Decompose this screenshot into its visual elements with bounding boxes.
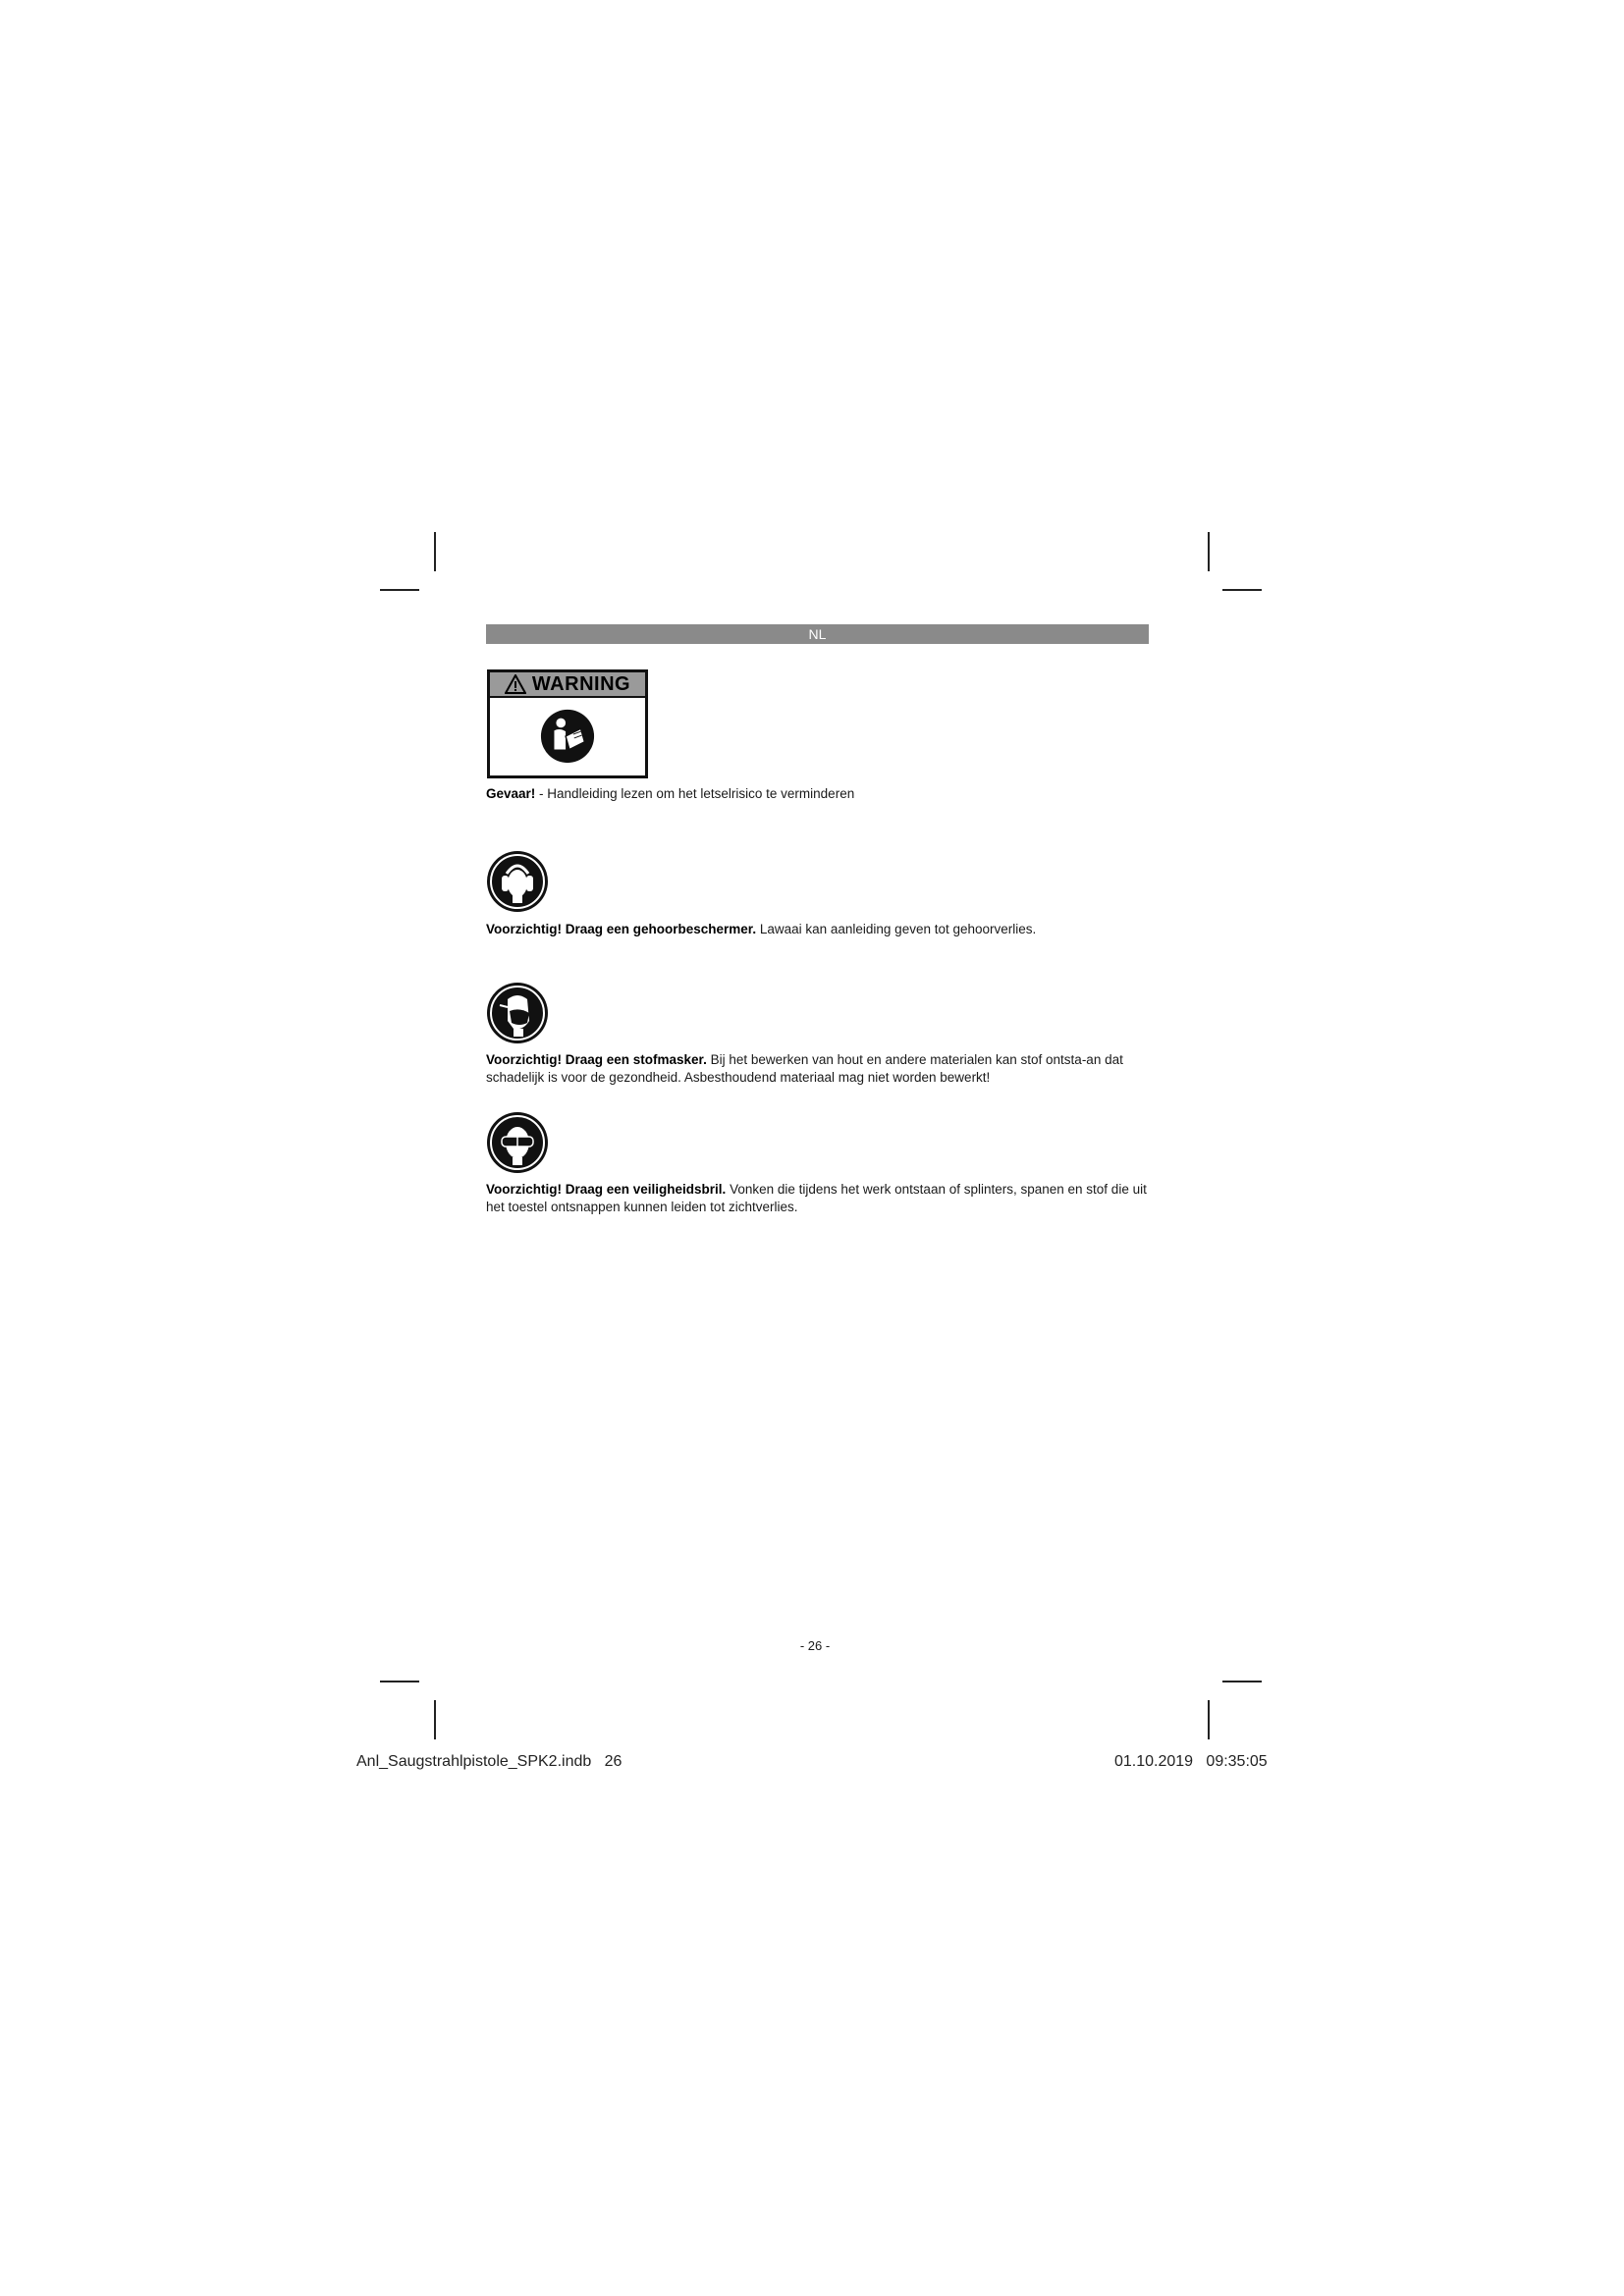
item-bold: Voorzichtig! Draag een gehoorbeschermer. [486,922,757,936]
dust-mask-icon [486,982,549,1044]
warning-sign [487,669,648,778]
warning-sign-body [490,698,645,774]
item-text-manual [486,785,1154,803]
item-bold: Voorzichtig! Draag een veiligheidsbril. [486,1182,727,1197]
page-number: - 26 - [799,1638,831,1653]
crop-mark [1222,589,1262,591]
item-text-dust [486,1051,1154,1087]
item-body: Bij het bewerken van hout en andere materialen kan stof ontsta-an dat schadelijk is voor de gezondheid. Asbesthoudend materiaal mag niet worden bewerkt! [486,1052,1123,1085]
item-text-glasses [486,1181,1154,1216]
item-bold: Gevaar! [486,786,536,801]
crop-mark [434,1700,436,1739]
crop-mark [434,532,436,571]
item-bold: Voorzichtig! Draag een stofmasker. [486,1052,707,1067]
crop-mark [380,589,419,591]
language-header: NL [486,624,1149,644]
footer-file: Anl_Saugstrahlpistole_SPK2.indb 26 [356,1753,623,1770]
warning-triangle-icon [505,674,526,694]
safety-glasses-icon [486,1111,549,1174]
footer-datetime: 01.10.2019 09:35:05 [1114,1753,1268,1770]
warning-label: WARNING [531,672,631,695]
ear-protection-icon [486,850,549,913]
crop-mark [1222,1681,1262,1682]
item-body: Lawaai kan aanleiding geven tot gehoorverlies. [756,922,1037,936]
item-text-ear [486,921,1154,938]
read-manual-icon [539,708,596,765]
item-body: Vonken die tijdens het werk ontstaan of splinters, spanen en stof die uit het toestel ontsnappen kunnen leiden tot zichtverlies. [486,1182,1147,1214]
item-body: - Handleiding lezen om het letselrisico te verminderen [535,786,855,801]
crop-mark [1208,1700,1210,1739]
warning-sign-header [490,672,645,698]
crop-mark [1208,532,1210,571]
crop-mark [380,1681,419,1682]
